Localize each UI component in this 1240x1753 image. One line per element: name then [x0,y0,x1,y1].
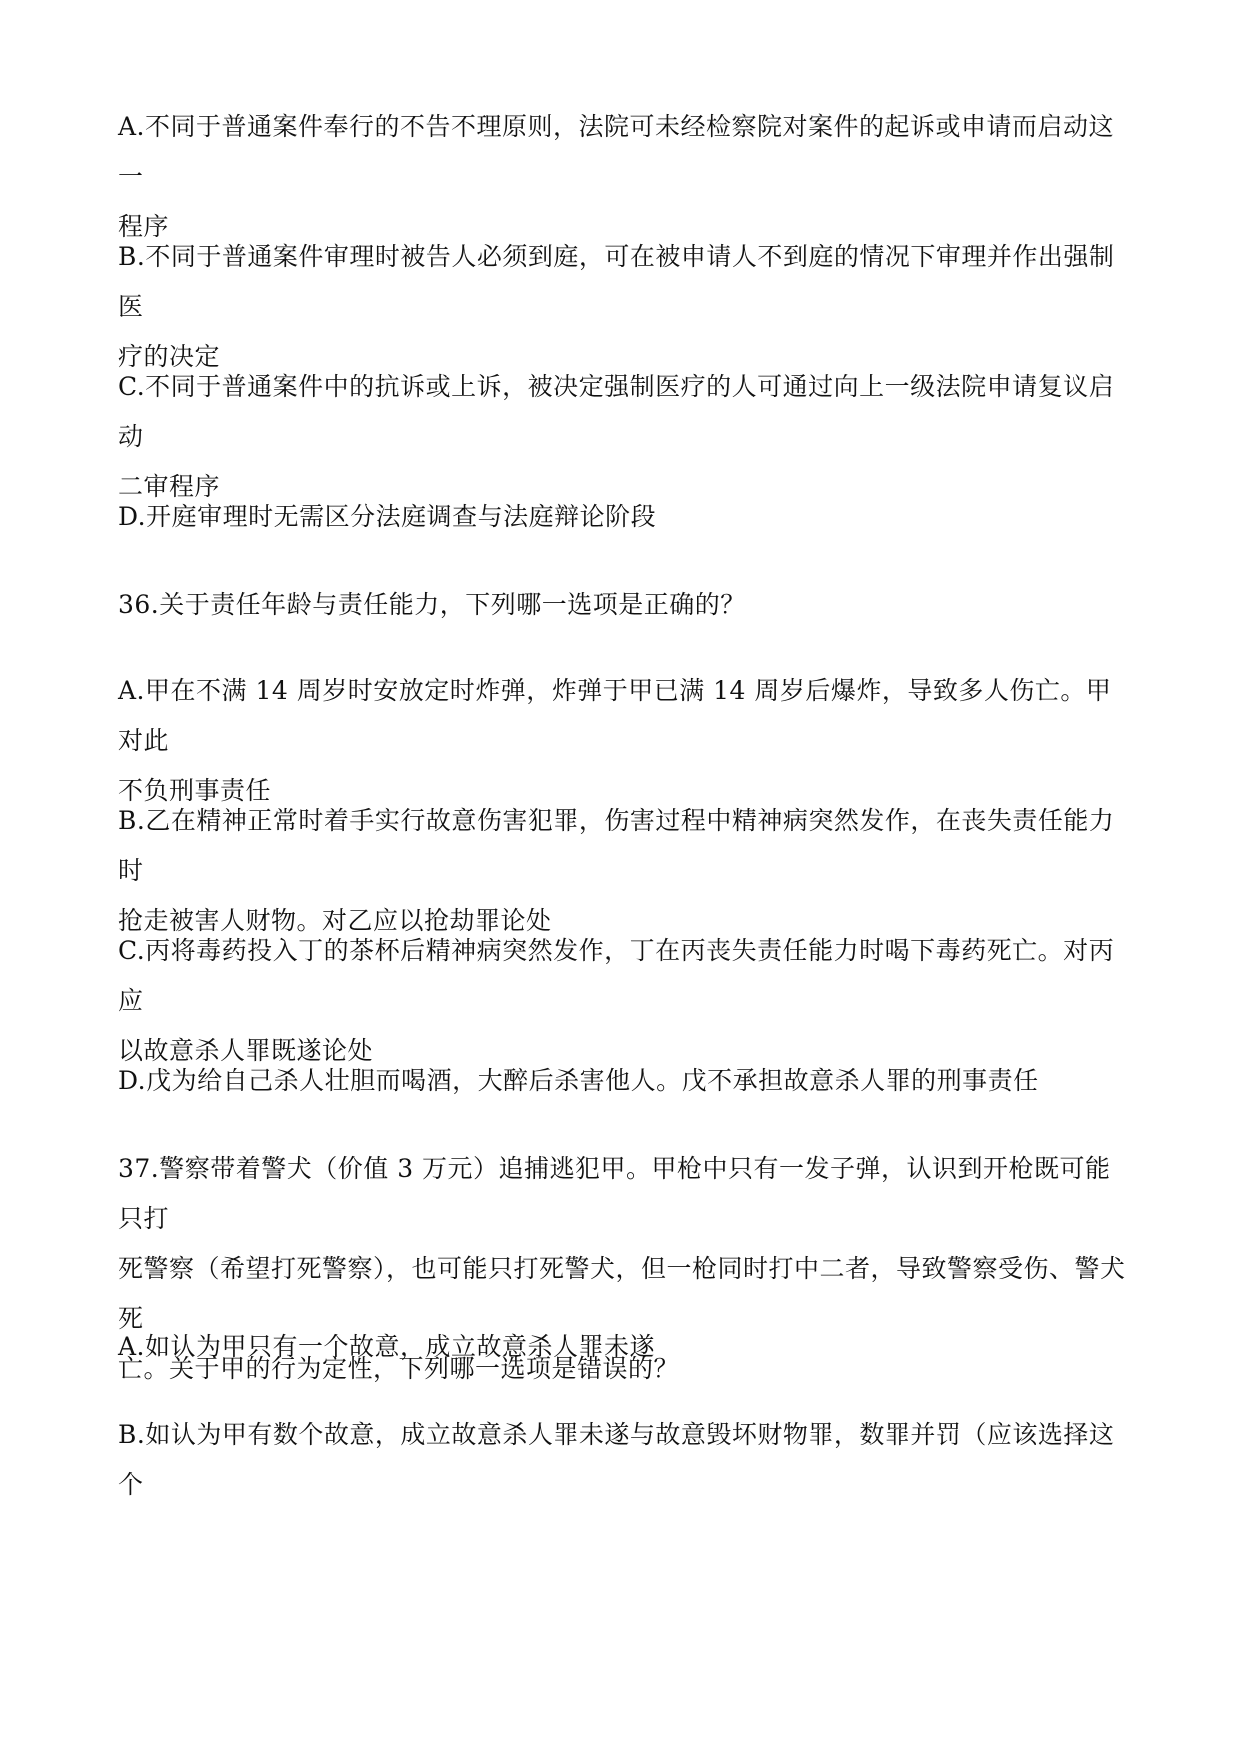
question-37: 37.警察带着警犬（价值 3 万元）追捕逃犯甲。甲枪中只有一发子弹，认识到开枪既可能只打 死警察（希望打死警察），也可能只打死警犬，但一枪同时打中二者，导致警察受伤、警犬死 亡。关于甲的行为定性，下列哪一选项是错误的？ [118,1154,1126,1383]
option-c-q36: C.丙将毒药投入丁的茶杯后精神病突然发作，丁在丙丧失责任能力时喝下毒药死亡。对丙应 以故意杀人罪既遂论处 [118,936,1115,1065]
option-a-q35: A.不同于普通案件奉行的不告不理原则，法院可未经检察院对案件的起诉或申请而启动这一 程序 [118,112,1115,241]
option-b-q37: B.如认为甲有数个故意，成立故意杀人罪未遂与故意毁坏财物罪，数罪并罚（应该选择这个 [118,1420,1115,1499]
option-b-q36: B.乙在精神正常时着手实行故意伤害犯罪，伤害过程中精神病突然发作，在丧失责任能力时 抢走被害人财物。对乙应以抢劫罪论处 [118,806,1115,935]
option-c-q35: C.不同于普通案件中的抗诉或上诉，被决定强制医疗的人可通过向上一级法院申请复议启动 二审程序 [118,372,1115,501]
option-a-q36: A.甲在不满 14 周岁时安放定时炸弹，炸弹于甲已满 14 周岁后爆炸，导致多人伤亡。甲对此 不负刑事责任 [118,676,1112,805]
question-36: 36.关于责任年龄与责任能力，下列哪一选项是正确的？ [118,590,746,619]
option-d-q35: D.开庭审理时无需区分法庭调查与法庭辩论阶段 [118,502,657,531]
option-a-q37: A.如认为甲只有一个故意，成立故意杀人罪未遂 [118,1332,656,1361]
option-b-q35: B.不同于普通案件审理时被告人必须到庭，可在被申请人不到庭的情况下审理并作出强制医 疗的决定 [118,242,1115,371]
option-d-q36: D.戊为给自己杀人壮胆而喝酒，大醉后杀害他人。戊不承担故意杀人罪的刑事责任 [118,1066,1039,1095]
